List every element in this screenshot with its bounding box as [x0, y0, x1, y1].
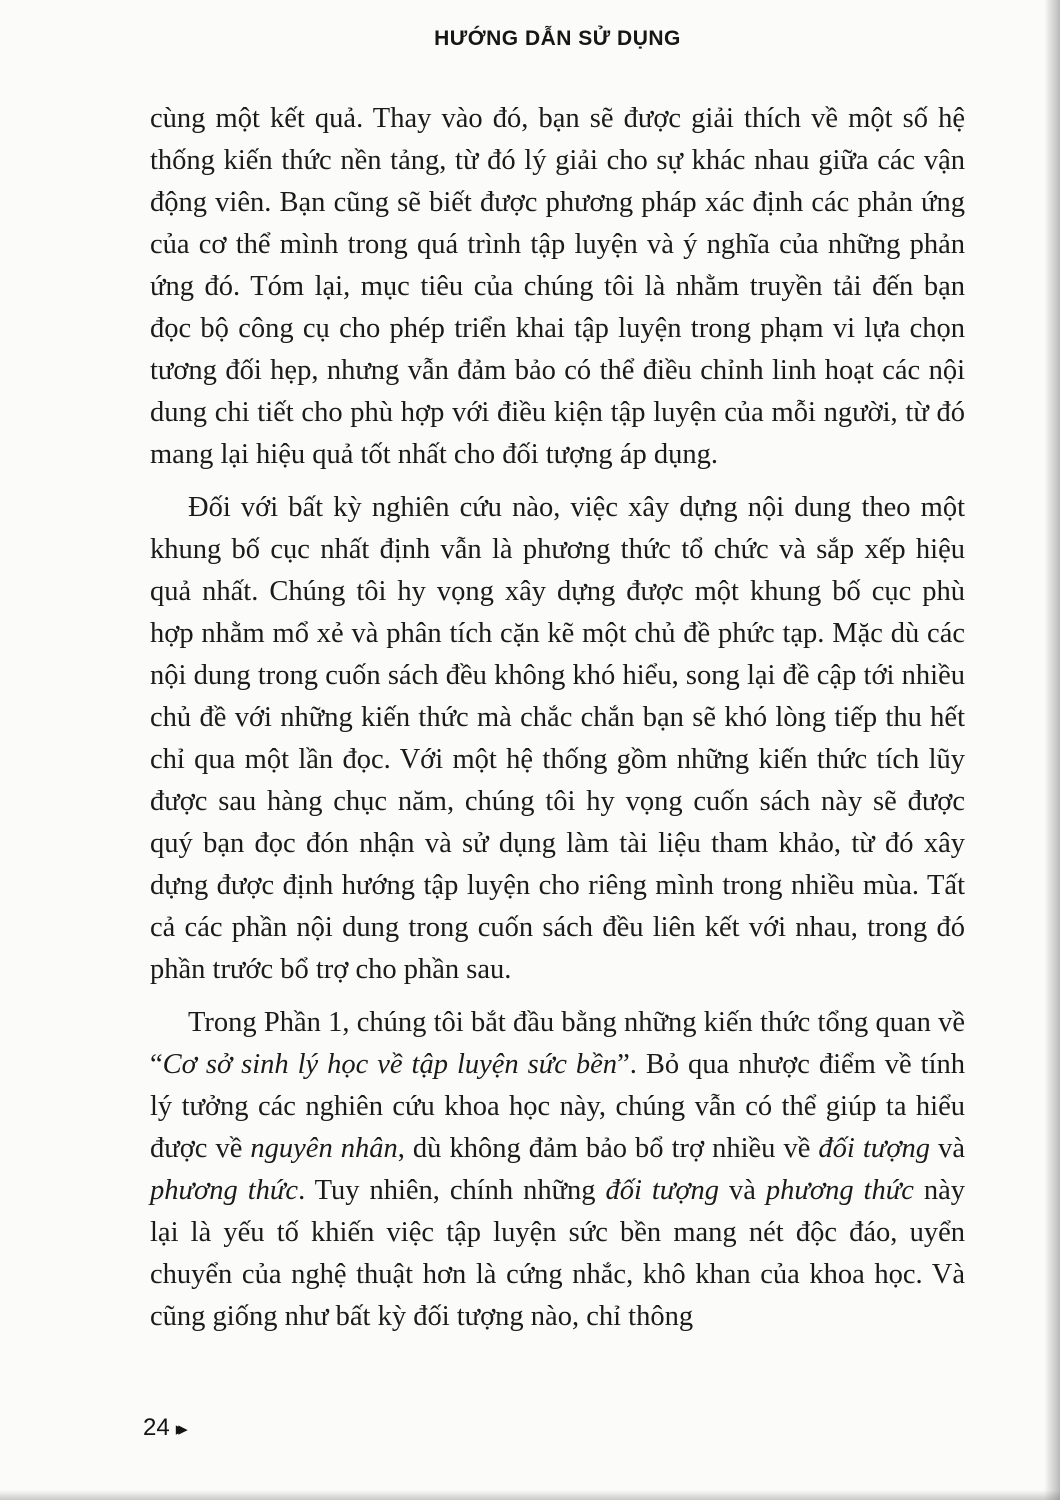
paragraph — [150, 1002, 965, 1338]
text-run-italic: đối tượng — [605, 1175, 720, 1206]
text-run-italic: Cơ sở sinh lý học về tập luyện sức bền — [162, 1049, 618, 1080]
text-run: . Tuy nhiên, chính những — [298, 1175, 606, 1206]
text-run: Trong Phần 1, chúng tôi bắt đầu bằng những kiến thức tổng quan về “ — [150, 1007, 965, 1080]
text-run-italic: nguyên nhân — [250, 1133, 398, 1164]
text-run: này lại là yếu tố khiến việc tập luyện sức bền mang nét độc đáo, uyển chuyển của nghệ thuật hơn là cứng nhắc, khô khan của khoa học. Và cũng giống như bất kỳ đối tượng nào, chỉ thông — [150, 1175, 965, 1332]
paragraph: Đối với bất kỳ nghiên cứu nào, việc xây dựng nội dung theo một khung bố cục nhất định vẫn là phương thức tổ chức và sắp xếp hiệu quả nhất. Chúng tôi hy vọng xây dựng được một khung bố cục phù hợp nhằm mổ xẻ và phân tích cặn kẽ một chủ đề phức tạp. Mặc dù các nội dung trong cuốn sách đều không khó hiểu, song lại đề cập tới nhiều chủ đề với những kiến thức mà chắc chắn bạn sẽ khó lòng tiếp thu hết chỉ qua một lần đọc. Với một hệ thống gồm những kiến thức tích lũy được sau hàng chục năm, chúng tôi hy vọng cuốn sách này sẽ được quý bạn đọc đón nhận và sử dụng làm tài liệu tham khảo, từ đó xây dựng được định hướng tập luyện cho riêng mình trong nhiều mùa. Tất cả các phần nội dung trong cuốn sách đều liên kết với nhau, trong đó phần trước bổ trợ cho phần sau. — [150, 492, 965, 985]
page-marker-icon: ▸▸ — [175, 1418, 181, 1440]
text-run-italic: phương thức — [150, 1175, 299, 1206]
text-run: , dù không đảm bảo bổ trợ nhiều về — [397, 1133, 819, 1164]
text-run-italic: đối tượng — [818, 1133, 931, 1164]
text-run: và — [930, 1133, 965, 1164]
page-number: 24 — [143, 1414, 170, 1441]
text-run: ”. Bỏ qua nhược điểm về tính lý tưởng các nghiên cứu khoa học này, chúng vẫn có thể giúp ta hiểu được về — [150, 1049, 965, 1164]
paragraph-continuation: cùng một kết quả. Thay vào đó, bạn sẽ được giải thích về một số hệ thống kiến thức nền tảng, từ đó lý giải cho sự khác nhau giữa các vận động viên. Bạn cũng sẽ biết được phương pháp xác định các phản ứng của cơ thể mình trong quá trình tập luyện và ý nghĩa của những phản ứng đó. Tóm lại, mục tiêu của chúng tôi là nhằm truyền tải đến bạn đọc bộ công cụ cho phép triển khai tập luyện trong phạm vi lựa chọn tương đối hẹp, nhưng vẫn đảm bảo có thể điều chỉnh linh hoạt các nội dung chi tiết cho phù hợp với điều kiện tập luyện của mỗi người, từ đó mang lại hiệu quả tốt nhất cho đối tượng áp dụng. — [150, 103, 965, 470]
text-run-italic: phương thức — [765, 1175, 914, 1206]
body-text — [150, 98, 965, 1349]
running-header: HƯỚNG DẪN SỬ DỤNG — [434, 27, 681, 50]
text-run: và — [719, 1175, 766, 1206]
page-footer — [143, 1414, 188, 1442]
